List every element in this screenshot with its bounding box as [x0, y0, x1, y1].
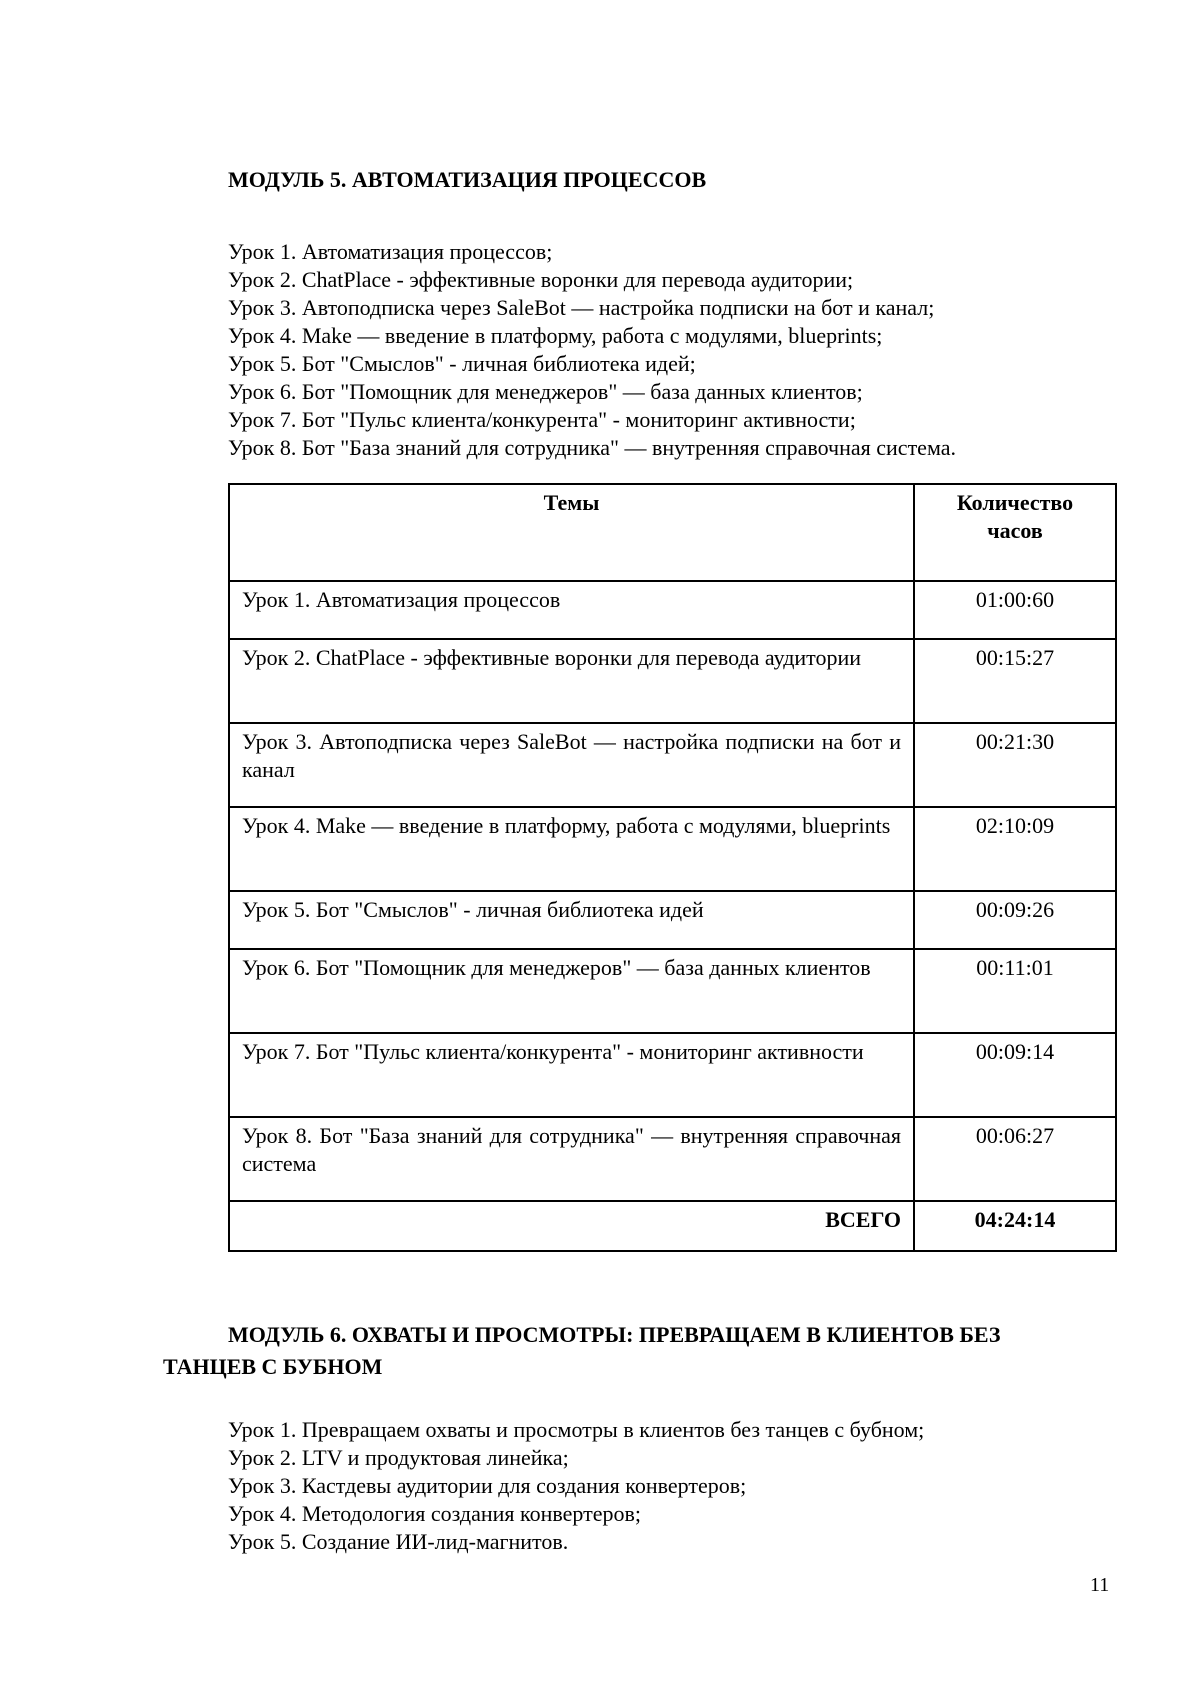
table-row: [229, 807, 1116, 891]
table-row: [229, 639, 1116, 723]
hours-cell: 00:21:30: [914, 723, 1116, 807]
table-row: [229, 1033, 1116, 1117]
lesson-item: Урок 8. Бот "База знаний для сотрудника" — внутренняя справочная система.: [228, 435, 956, 460]
module6-title-line2: ТАНЦЕВ С БУБНОМ: [163, 1354, 383, 1379]
page-number: 11: [1090, 1574, 1110, 1596]
table-total-row: [229, 1201, 1116, 1251]
lesson-item: Урок 3. Автоподписка через SaleBot — настройка подписки на бот и канал;: [228, 295, 935, 320]
hours-table: [228, 483, 1117, 1252]
topic-cell: Урок 7. Бот "Пульс клиента/конкурента" - мониторинг активности: [229, 1033, 914, 1117]
module5-title: МОДУЛЬ 5. АВТОМАТИЗАЦИЯ ПРОЦЕССОВ: [228, 167, 707, 192]
table-row: [229, 581, 1116, 639]
lesson-item: Урок 5. Создание ИИ-лид-магнитов.: [228, 1529, 569, 1554]
table-row: [229, 891, 1116, 949]
lesson-item: Урок 4. Методология создания конвертеров;: [228, 1501, 641, 1526]
lesson-item: Урок 2. ChatPlace - эффективные воронки для перевода аудитории;: [228, 267, 854, 292]
topic-cell: Урок 2. ChatPlace - эффективные воронки для перевода аудитории: [229, 639, 914, 723]
total-label: ВСЕГО: [229, 1201, 914, 1251]
hours-cell: 00:06:27: [914, 1117, 1116, 1201]
lesson-item: Урок 3. Кастдевы аудитории для создания конвертеров;: [228, 1473, 747, 1498]
lesson-item: Урок 1. Автоматизация процессов;: [228, 239, 553, 264]
lesson-item: Урок 5. Бот "Смыслов" - личная библиотека идей;: [228, 351, 696, 376]
lesson-item: Урок 4. Make — введение в платформу, работа с модулями, blueprints;: [228, 323, 883, 348]
lesson-item: Урок 2. LTV и продуктовая линейка;: [228, 1445, 569, 1470]
module6-title: [163, 1319, 1063, 1383]
topic-cell: Урок 6. Бот "Помощник для менеджеров" — база данных клиентов: [229, 949, 914, 1033]
hours-cell: 00:15:27: [914, 639, 1116, 723]
module5-lesson-list: [228, 238, 956, 462]
hours-cell: 02:10:09: [914, 807, 1116, 891]
table-row: [229, 949, 1116, 1033]
hours-cell: 00:09:26: [914, 891, 1116, 949]
table-header-hours: Количество часов: [914, 484, 1116, 581]
hours-cell: 01:00:60: [914, 581, 1116, 639]
module6-title-line1: МОДУЛЬ 6. ОХВАТЫ И ПРОСМОТРЫ: ПРЕВРАЩАЕМ В КЛИЕНТОВ БЕЗ: [228, 1322, 1001, 1347]
topic-cell: Урок 3. Автоподписка через SaleBot — настройка подписки на бот и канал: [229, 723, 914, 807]
topic-cell: Урок 5. Бот "Смыслов" - личная библиотека идей: [229, 891, 914, 949]
topic-cell: Урок 1. Автоматизация процессов: [229, 581, 914, 639]
topic-cell: Урок 4. Make — введение в платформу, работа с модулями, blueprints: [229, 807, 914, 891]
lesson-item: Урок 1. Превращаем охваты и просмотры в клиентов без танцев с бубном;: [228, 1417, 925, 1442]
total-hours: 04:24:14: [914, 1201, 1116, 1251]
table-header-topics: Темы: [229, 484, 914, 581]
table-row: [229, 1117, 1116, 1201]
topic-cell: Урок 8. Бот "База знаний для сотрудника" — внутренняя справочная система: [229, 1117, 914, 1201]
hours-cell: 00:11:01: [914, 949, 1116, 1033]
lesson-item: Урок 7. Бот "Пульс клиента/конкурента" - мониторинг активности;: [228, 407, 856, 432]
table-row: [229, 723, 1116, 807]
table-header-row: [229, 484, 1116, 581]
module6-lesson-list: [228, 1416, 924, 1556]
hours-cell: 00:09:14: [914, 1033, 1116, 1117]
lesson-item: Урок 6. Бот "Помощник для менеджеров" — база данных клиентов;: [228, 379, 863, 404]
